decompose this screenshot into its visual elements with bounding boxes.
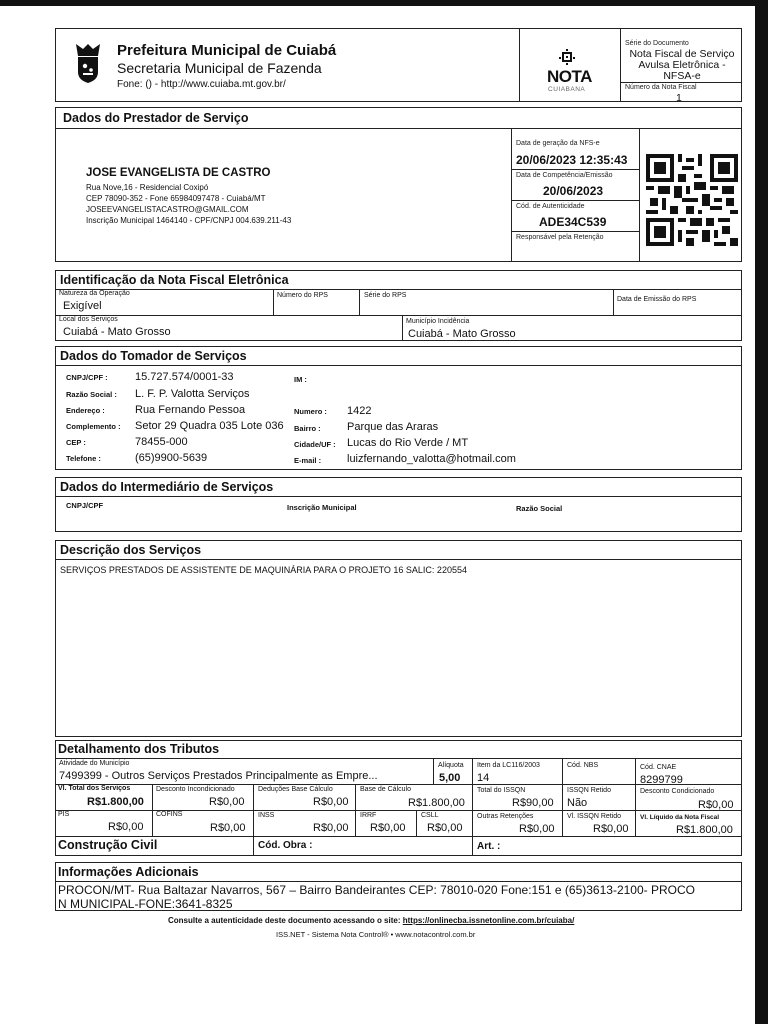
tomador-razao-value: L. F. P. Valotta Serviços [135, 388, 250, 400]
base-calculo-value: R$1.800,00 [408, 797, 465, 809]
prestador-inscricao: Inscrição Municipal 1464140 - CPF/CNPJ 004.639.211-43 [86, 216, 292, 225]
data-emissao-rps-label: Data de Emissão do RPS [617, 296, 697, 303]
cofins-label: COFINS [156, 811, 183, 818]
header-contact: Fone: () - http://www.cuiaba.mt.gov.br/ [117, 79, 286, 90]
vl-total-value: R$1.800,00 [87, 796, 144, 808]
trib-r2-div-4 [472, 784, 473, 810]
pis-value: R$0,00 [108, 821, 144, 833]
tomador-complemento-value: Setor 29 Quadra 035 Lote 036 [135, 420, 284, 432]
descricao-box [55, 559, 742, 737]
desconto-condicionado-value: R$0,00 [698, 799, 734, 811]
trib-r1-div-1 [433, 758, 434, 784]
trib-r2-div-6 [635, 784, 636, 810]
vl-issqn-retido-value: R$0,00 [593, 823, 629, 835]
aliquota-label: Alíquota [438, 762, 464, 769]
tomador-complemento-label: Complemento : [66, 422, 121, 431]
cod-cnae-value: 8299799 [640, 774, 683, 786]
trib-r2-div-3 [355, 784, 356, 810]
serie-rps-label: Série do RPS [364, 292, 407, 299]
base-calculo-label: Base de Cálculo [360, 786, 411, 793]
construcao-civil-label: Construção Civil [58, 838, 158, 852]
cod-cnae-label: Cód. CNAE [640, 764, 677, 771]
vl-liquido-value: R$1.800,00 [676, 824, 733, 836]
prestador-address: Rua Nove,16 - Residencial Coxipó [86, 183, 209, 192]
intermediario-box [55, 496, 742, 532]
tributos-section-title: Detalhamento dos Tributos [58, 742, 220, 756]
serie-divider [620, 82, 742, 83]
identificacao-section-title: Identificação da Nota Fiscal Eletrônica [60, 273, 289, 287]
item-lc-label: Item da LC116/2003 [477, 762, 540, 769]
municipio-incidencia-label: Município Incidência [406, 318, 470, 325]
issqn-retido-label: ISSQN Retido [567, 787, 611, 794]
header-divider-1 [519, 28, 520, 102]
tomador-cep-label: CEP : [66, 438, 86, 447]
tomador-telefone-label: Telefone : [66, 454, 101, 463]
local-servicos-value: Cuiabá - Mato Grosso [63, 326, 171, 338]
header-divider-2 [620, 28, 621, 102]
pis-label: PIS [58, 811, 70, 818]
tomador-section-title: Dados do Tomador de Serviços [60, 349, 247, 363]
art-label: Art. : [477, 841, 501, 852]
nota-logo-icon [557, 48, 577, 68]
natureza-value: Exigível [63, 300, 102, 312]
descricao-section-title: Descrição dos Serviços [60, 543, 202, 557]
trib-r4-div-1 [253, 836, 254, 856]
intermediario-cnpj-label: CNPJ/CPF [66, 501, 104, 510]
vl-total-label: Vl. Total dos Serviços [58, 785, 131, 792]
tomador-cidade-label: Cidade/UF : [294, 440, 336, 449]
cod-nbs-label: Cód. NBS [567, 762, 599, 769]
trib-r1-div-2 [472, 758, 473, 784]
irrf-value: R$0,00 [370, 822, 406, 834]
inss-value: R$0,00 [313, 822, 349, 834]
tomador-endereco-value: Rua Fernando Pessoa [135, 404, 246, 416]
trib-r1-div-4 [635, 758, 636, 784]
aliquota-value: 5,00 [439, 772, 461, 784]
serie-value: Nota Fiscal de Serviço Avulsa Eletrônica - NFSA-e [629, 48, 735, 82]
ident-divider-2 [359, 289, 360, 315]
prestador-divider [511, 128, 512, 262]
intermediario-razao-label: Razão Social [516, 504, 563, 513]
tomador-numero-value: 1422 [347, 405, 372, 417]
coat-of-arms-icon [74, 42, 102, 84]
trib-r3-div-4 [416, 810, 417, 836]
cod-obra-label: Cód. Obra : [258, 840, 313, 851]
footer-consulta-link[interactable]: https://onlinecba.issnetonline.com.br/cuiaba/ [402, 916, 575, 925]
scan-right-edge [755, 0, 768, 1024]
data-competencia-divider [511, 200, 639, 201]
tomador-telefone-value: (65)9900-5639 [135, 452, 208, 464]
data-geracao-value: 20/06/2023 12:35:43 [516, 153, 628, 167]
total-issqn-label: Total do ISSQN [477, 787, 526, 794]
footer-consulta-text: Consulte a autenticidade deste documento acessando o site: [168, 916, 401, 925]
numero-rps-label: Número do RPS [277, 292, 328, 299]
trib-r2-div-1 [152, 784, 153, 810]
ident-row-divider [55, 315, 742, 316]
tomador-email-value: luizfernando_valotta@hotmail.com [347, 453, 516, 465]
header-subtitle: Secretaria Municipal de Fazenda [117, 60, 322, 76]
tomador-bairro-label: Bairro : [294, 424, 321, 433]
issqn-retido-value: Não [567, 797, 588, 809]
prestador-section-title: Dados do Prestador de Serviço [63, 111, 249, 125]
data-geracao-label: Data de geração da NFS-e [516, 140, 600, 147]
informacoes-line-1: PROCON/MT- Rua Baltazar Navarros, 567 – Bairro Bandeirantes CEP: 78010-020 Fone:151 e (65)3613-2100- PROCO [58, 883, 695, 897]
tomador-cidade-value: Lucas do Rio Verde / MT [347, 437, 469, 449]
serie-label: Série do Documento [625, 40, 689, 47]
vl-issqn-retido-label: Vl. ISSQN Retido [567, 813, 622, 820]
atividade-label: Atividade do Município [59, 760, 130, 767]
municipio-incidencia-value: Cuiabá - Mato Grosso [408, 328, 516, 340]
tomador-cep-value: 78455-000 [135, 436, 188, 448]
cod-autenticidade-divider [511, 231, 639, 232]
trib-r3-div-1 [152, 810, 153, 836]
numero-nota-label: Número da Nota Fiscal [625, 84, 697, 91]
prestador-cep-fone: CEP 78090-352 - Fone 65984097478 - Cuiabá/MT [86, 194, 266, 203]
prestador-email: JOSEEVANGELISTACASTRO@GMAIL.COM [86, 205, 249, 214]
prestador-name: JOSE EVANGELISTA DE CASTRO [86, 167, 271, 179]
trib-r3-div-6 [562, 810, 563, 836]
cod-autenticidade-label: Cód. de Autenticidade [516, 203, 585, 210]
trib-r2-div-2 [253, 784, 254, 810]
tomador-bairro-value: Parque das Araras [347, 421, 439, 433]
scan-top-edge [0, 0, 768, 6]
responsavel-label: Responsável pela Retenção [516, 234, 604, 241]
tomador-cnpj-label: CNPJ/CPF : [66, 373, 108, 382]
nota-logo-sub: CUIABANA [548, 86, 586, 93]
header-title: Prefeitura Municipal de Cuiabá [117, 42, 337, 59]
cod-autenticidade-value: ADE34C539 [539, 215, 607, 229]
tomador-razao-label: Razão Social : [66, 390, 117, 399]
csll-value: R$0,00 [427, 822, 463, 834]
qr-code-icon [646, 154, 738, 246]
tomador-endereco-label: Endereço : [66, 406, 105, 415]
informacoes-section-title: Informações Adicionais [58, 865, 199, 879]
vl-liquido-label: Vl. Líquido da Nota Fiscal [640, 814, 720, 821]
deducoes-label: Deduções Base Cálculo [258, 786, 333, 793]
total-issqn-value: R$90,00 [512, 797, 554, 809]
tomador-im-label: IM : [294, 375, 307, 384]
desconto-condicionado-label: Desconto Condicionado [640, 788, 715, 795]
item-lc-value: 14 [477, 772, 490, 784]
tomador-email-label: E-mail : [294, 456, 322, 465]
trib-r4-div-2 [472, 836, 473, 856]
irrf-label: IRRF [360, 812, 377, 819]
nota-logo-text: NOTA [547, 67, 592, 86]
intermediario-section-title: Dados do Intermediário de Serviços [60, 480, 274, 494]
cofins-value: R$0,00 [210, 822, 246, 834]
trib-r2-div-5 [562, 784, 563, 810]
local-servicos-label: Local dos Serviços [59, 316, 118, 323]
deducoes-value: R$0,00 [313, 796, 349, 808]
informacoes-line-2: N MUNICIPAL-FONE:3641-8325 [58, 897, 233, 911]
trib-r3-div-7 [635, 810, 636, 836]
trib-row-1-divider [55, 784, 742, 785]
trib-r1-div-3 [562, 758, 563, 784]
atividade-value: 7499399 - Outros Serviços Prestados Principalmente as Empre... [59, 770, 378, 782]
inss-label: INSS [258, 812, 275, 819]
trib-r3-div-3 [355, 810, 356, 836]
data-geracao-divider [511, 169, 639, 170]
data-competencia-value: 20/06/2023 [543, 184, 604, 198]
desconto-incondicionado-value: R$0,00 [209, 796, 245, 808]
intermediario-inscricao-label: Inscrição Municipal [287, 503, 357, 512]
tomador-cnpj-value: 15.727.574/0001-33 [135, 371, 234, 383]
numero-nota-value: 1 [676, 92, 682, 104]
ident-divider-1 [273, 289, 274, 315]
footer-consulta [168, 916, 574, 925]
trib-r3-div-2 [253, 810, 254, 836]
ident-divider-3 [613, 289, 614, 315]
ident-divider-4 [402, 315, 403, 341]
outras-retencoes-label: Outras Retenções [477, 813, 534, 820]
trib-row-3-divider [55, 836, 742, 837]
descricao-text: SERVIÇOS PRESTADOS DE ASSISTENTE DE MAQUINÁRIA PARA O PROJETO 16 SALIC: 220554 [60, 565, 467, 575]
footer-sistema: ISS.NET - Sistema Nota Control® • www.notacontrol.com.br [276, 930, 476, 939]
tomador-numero-label: Numero : [294, 407, 327, 416]
desconto-incondicionado-label: Desconto Incondicionado [156, 786, 235, 793]
trib-r3-div-5 [472, 810, 473, 836]
csll-label: CSLL [421, 812, 439, 819]
outras-retencoes-value: R$0,00 [519, 823, 555, 835]
data-competencia-label: Data de Competência/Emissão [516, 172, 613, 179]
qr-divider [639, 128, 640, 262]
natureza-label: Natureza da Operação [59, 290, 130, 297]
